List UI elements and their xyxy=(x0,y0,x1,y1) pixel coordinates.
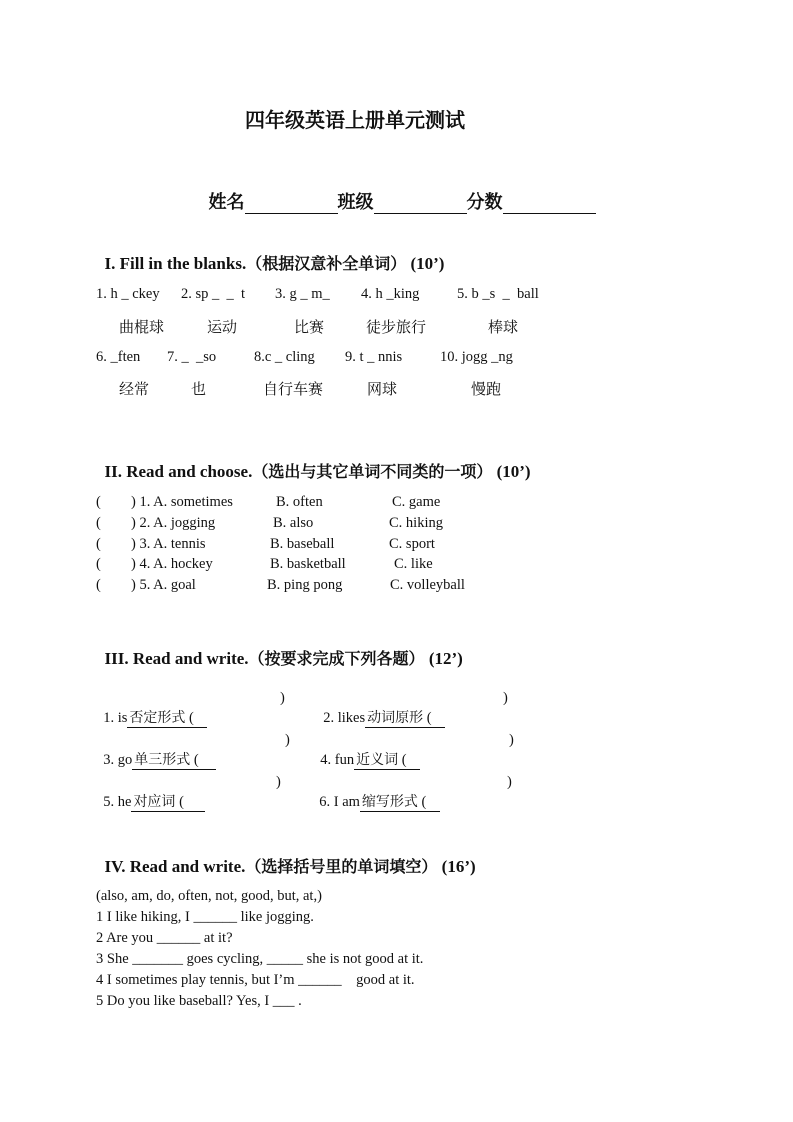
s2-option-b-4: B. basketball xyxy=(270,556,346,572)
s2-option-a-3: ) 3. A. tennis xyxy=(131,536,206,552)
s3-hint: 近义词 xyxy=(356,752,399,768)
s3-item-2: 2. likes 动词原形 ( xyxy=(316,690,445,728)
s3-close-2: ) xyxy=(503,690,508,706)
s2-option-a-4: ) 4. A. hockey xyxy=(131,556,213,572)
s2-option-b-2: B. also xyxy=(273,515,314,531)
section3-points: (12’) xyxy=(428,649,463,668)
s4-sentence-4: 4 I sometimes play tennis, but I’m ______ good at it. xyxy=(96,972,415,988)
s3-prefix: 3. go xyxy=(103,752,133,768)
s2-option-a-1: ) 1. A. sometimes xyxy=(131,494,233,510)
class-blank[interactable] xyxy=(374,195,467,214)
word-bank: (also, am, do, often, not, good, but, at,) xyxy=(96,888,322,904)
page-title: 四年级英语上册单元测试 xyxy=(245,108,465,132)
s2-paren-5[interactable]: ( xyxy=(96,577,101,593)
s4-sentence-3: 3 She _______ goes cycling, _____ she is not good at it. xyxy=(96,951,424,967)
section3-heading-en: III. Read and write. xyxy=(104,649,249,668)
s1-word-6: 6. _ften xyxy=(96,349,141,365)
section1-heading-en: I. Fill in the blanks. xyxy=(104,254,247,273)
s1-cn-5: 棒球 xyxy=(488,318,519,336)
section4-heading-cn: （选择括号里的单词填空） xyxy=(245,857,438,876)
section2-heading xyxy=(96,439,531,482)
section2-heading-cn: （选出与其它单词不同类的一项） xyxy=(252,462,493,481)
s1-cn-8: 自行车赛 xyxy=(263,380,324,398)
s1-word-10: 10. jogg _ng xyxy=(440,349,513,365)
s3-hint: 单三形式 xyxy=(134,752,191,768)
s2-option-b-1: B. often xyxy=(276,494,323,510)
s1-word-4: 4. h _king xyxy=(361,286,420,302)
s1-cn-4: 徒步旅行 xyxy=(366,318,427,336)
s3-hint: 否定形式 xyxy=(129,710,186,726)
section1-heading xyxy=(96,231,444,274)
s1-cn-6: 经常 xyxy=(119,380,150,398)
s3-item-5: 5. he 对应词 ( xyxy=(96,774,205,812)
section3-heading-cn: （按要求完成下列各题） xyxy=(248,649,425,668)
s3-hint: 对应词 xyxy=(133,794,176,810)
s2-paren-4[interactable]: ( xyxy=(96,556,101,572)
s1-cn-3: 比赛 xyxy=(294,318,325,336)
s1-word-9: 9. t _ nnis xyxy=(345,349,403,365)
s3-item-6: 6. I am 缩写形式 ( xyxy=(312,774,440,812)
s2-option-c-4: C. like xyxy=(394,556,433,572)
s2-paren-1[interactable]: ( xyxy=(96,494,101,510)
s4-sentence-2: 2 Are you ______ at it? xyxy=(96,930,233,946)
s2-option-c-1: C. game xyxy=(392,494,441,510)
s2-paren-2[interactable]: ( xyxy=(96,515,101,531)
s1-word-5: 5. b _s _ ball xyxy=(457,286,539,302)
section3-heading xyxy=(96,626,463,669)
student-info-line xyxy=(196,167,596,214)
s1-word-3: 3. g _ m_ xyxy=(275,286,330,302)
section4-heading-en: IV. Read and write. xyxy=(104,857,246,876)
s2-option-c-2: C. hiking xyxy=(389,515,443,531)
class-label: 班级 xyxy=(337,192,374,213)
s3-hint: 动词原形 xyxy=(367,710,424,726)
s1-cn-10: 慢跑 xyxy=(471,380,502,398)
s3-close-1: ) xyxy=(280,690,285,706)
s4-sentence-1: 1 I like hiking, I ______ like jogging. xyxy=(96,909,314,925)
s2-paren-3[interactable]: ( xyxy=(96,536,101,552)
s1-cn-7: 也 xyxy=(191,380,207,398)
s1-cn-1: 曲棍球 xyxy=(119,318,165,336)
s1-word-7: 7. _ _so xyxy=(167,349,217,365)
s3-item-4: 4. fun 近义词 ( xyxy=(313,732,420,770)
name-blank[interactable] xyxy=(245,195,338,214)
s3-hint: 缩写形式 xyxy=(361,794,418,810)
s3-prefix: 6. I am xyxy=(319,794,360,810)
section2-heading-en: II. Read and choose. xyxy=(104,462,253,481)
s2-option-a-2: ) 2. A. jogging xyxy=(131,515,216,531)
s2-option-c-5: C. volleyball xyxy=(390,577,465,593)
s2-option-a-5: ) 5. A. goal xyxy=(131,577,196,593)
s3-close-6: ) xyxy=(507,774,512,790)
score-blank[interactable] xyxy=(503,195,596,214)
s1-cn-9: 网球 xyxy=(367,380,398,398)
s3-prefix: 2. likes xyxy=(323,710,366,726)
s2-option-b-3: B. baseball xyxy=(270,536,335,552)
section2-points: (10’) xyxy=(496,462,531,481)
s2-option-c-3: C. sport xyxy=(389,536,435,552)
s3-close-5: ) xyxy=(276,774,281,790)
s3-close-4: ) xyxy=(509,732,514,748)
s1-word-8: 8.c _ cling xyxy=(254,349,315,365)
section1-heading-cn: （根据汉意补全单词） xyxy=(246,254,407,273)
s3-item-3: 3. go 单三形式 ( xyxy=(96,732,216,770)
score-label: 分数 xyxy=(466,192,503,213)
s4-sentence-5: 5 Do you like baseball? Yes, I ___ . xyxy=(96,993,302,1009)
s3-prefix: 1. is xyxy=(103,710,128,726)
section1-points: (10’) xyxy=(410,254,445,273)
s1-word-2: 2. sp _ _ t xyxy=(181,286,246,302)
s1-word-1: 1. h _ ckey xyxy=(96,286,160,302)
s2-option-b-5: B. ping pong xyxy=(267,577,343,593)
section4-points: (16’) xyxy=(441,857,476,876)
s3-prefix: 4. fun xyxy=(320,752,355,768)
s3-item-1: 1. is 否定形式 ( xyxy=(96,690,207,728)
name-label: 姓名 xyxy=(208,192,245,213)
s3-prefix: 5. he xyxy=(103,794,132,810)
s3-close-3: ) xyxy=(285,732,290,748)
section4-heading xyxy=(96,834,476,877)
s1-cn-2: 运动 xyxy=(207,318,238,336)
